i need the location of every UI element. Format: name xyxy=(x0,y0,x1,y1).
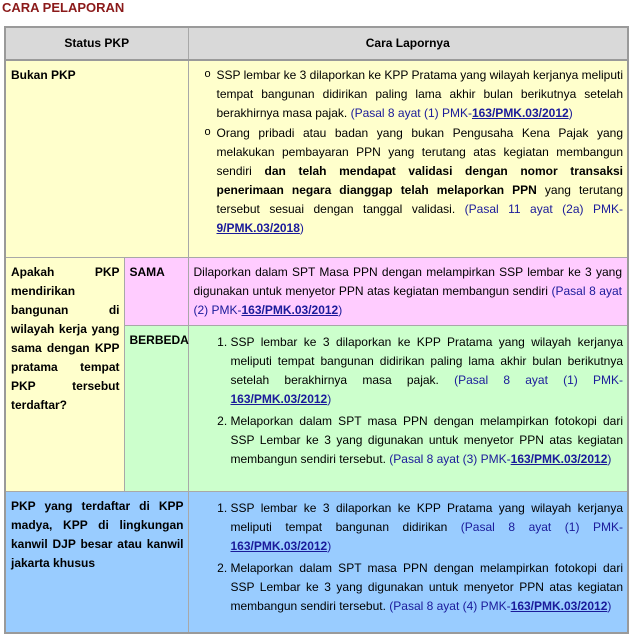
question-cell: Apakah PKP mendirikan bangunan di wilayah kerja yang sama dengan KPP pratama tempat PKP tersebut terdaftar? xyxy=(5,257,124,491)
ref-suffix: ) xyxy=(338,302,343,317)
regulation-link[interactable]: 163/PMK.03/2012 xyxy=(471,106,569,120)
ref-suffix: ) xyxy=(568,106,573,120)
regulation-link[interactable]: 163/PMK.03/2012 xyxy=(230,538,328,553)
cara-bukan-pkp xyxy=(188,60,628,257)
berbeda-description xyxy=(188,325,628,491)
regulation-link[interactable]: 163/PMK.03/2012 xyxy=(510,598,608,613)
item-text: SSP lembar ke 3 dilaporkan ke KPP Pratama yang wilayah kerjanya meliputi tempat bangunan didirikan paling lama akhir bulan berikutnya setelah berakhirnya masa pajak. xyxy=(216,68,623,120)
regulation-link[interactable]: 9/PMK.03/2018 xyxy=(216,221,300,235)
header-row xyxy=(5,27,628,60)
item-reference xyxy=(351,106,573,120)
item-text-after: yang terutang tersebut sesuai dengan tanggal validasi. xyxy=(216,183,623,216)
ref-suffix: ) xyxy=(607,598,612,613)
item-text: Melaporkan dalam SPT masa PPN dengan melampirkan fotokopi dari SSP Lembar ke 3 yang digunakan untuk menyetor PPN atas kegiatan membangun sendiri tersebut. xyxy=(230,413,623,466)
ref-prefix: (Pasal 8 ayat (3) PMK- xyxy=(389,451,511,466)
status-bukan-pkp: Bukan PKP xyxy=(5,60,188,257)
sama-label: SAMA xyxy=(124,257,188,325)
cara-lapornya-header: Cara Lapornya xyxy=(188,27,628,60)
ref-suffix: ) xyxy=(299,221,304,235)
berbeda-label: BERBEDA xyxy=(124,325,188,491)
list-item xyxy=(231,499,624,556)
list-item xyxy=(231,412,624,469)
list-item xyxy=(217,124,624,238)
item-bold-text: dan telah mendapat validasi dengan nomor transaksi penerimaan negara dianggap telah melaporkan PPN xyxy=(216,164,624,197)
ref-suffix: ) xyxy=(327,538,332,553)
ref-prefix: (Pasal 11 ayat (2a) PMK- xyxy=(464,202,623,216)
reporting-table xyxy=(4,26,629,634)
regulation-link[interactable]: 163/PMK.03/2012 xyxy=(510,451,608,466)
ref-prefix: (Pasal 8 ayat (1) PMK- xyxy=(460,519,623,534)
row-sama xyxy=(5,257,628,325)
item-text: Melaporkan dalam SPT masa PPN dengan melampirkan fotokopi dari SSP Lembar ke 3 yang digunakan untuk menyetor PPN atas kegiatan membangun sendiri tersebut. xyxy=(230,560,623,613)
status-pkp-header: Status PKP xyxy=(5,27,188,60)
item-text: SSP lembar ke 3 dilaporkan ke KPP Pratama yang wilayah kerjanya meliputi tempat bangunan didirikan paling lama akhir bulan berikutnya setelah berakhirnya masa pajak. xyxy=(230,334,623,387)
ref-suffix: ) xyxy=(607,451,612,466)
item-reference xyxy=(389,452,611,466)
sama-description xyxy=(188,257,628,325)
item-reference xyxy=(389,599,611,613)
section-title: CARA PELAPORAN xyxy=(2,0,125,15)
ref-prefix: (Pasal 8 ayat (1) PMK- xyxy=(350,106,472,120)
status-kpp-madya: PKP yang terdaftar di KPP madya, KPP di lingkungan kanwil DJP besar atau kanwil jakarta khusus xyxy=(5,491,188,633)
row-kpp-madya xyxy=(5,491,628,633)
ref-suffix: ) xyxy=(327,391,332,406)
list-item xyxy=(217,66,624,123)
item-text: Orang pribadi atau badan yang bukan Pengusaha Kena Pajak yang melakukan pembayaran PPN yang terutang atas kegiatan membangun sendiri xyxy=(216,126,623,178)
row-bukan-pkp xyxy=(5,60,628,257)
regulation-link[interactable]: 163/PMK.03/2012 xyxy=(230,391,328,406)
ref-prefix: (Pasal 8 ayat (4) PMK- xyxy=(389,598,511,613)
sama-text: Dilaporkan dalam SPT Masa PPN dengan melampirkan SSP lembar ke 3 yang digunakan untuk menyetor PPN atas kegiatan membangun sendiri xyxy=(193,264,622,298)
regulation-link[interactable]: 163/PMK.03/2012 xyxy=(241,302,339,317)
list-item xyxy=(231,559,624,616)
item-text: SSP lembar ke 3 dilaporkan ke KPP Pratama yang wilayah kerjanya meliputi tempat bangunan didirikan xyxy=(230,500,623,534)
ref-prefix: (Pasal 8 ayat (1) PMK- xyxy=(454,372,624,387)
cara-kpp-madya xyxy=(188,491,628,633)
list-item xyxy=(231,333,624,409)
ref-prefix: (Pasal 8 ayat (2) PMK- xyxy=(193,283,622,317)
